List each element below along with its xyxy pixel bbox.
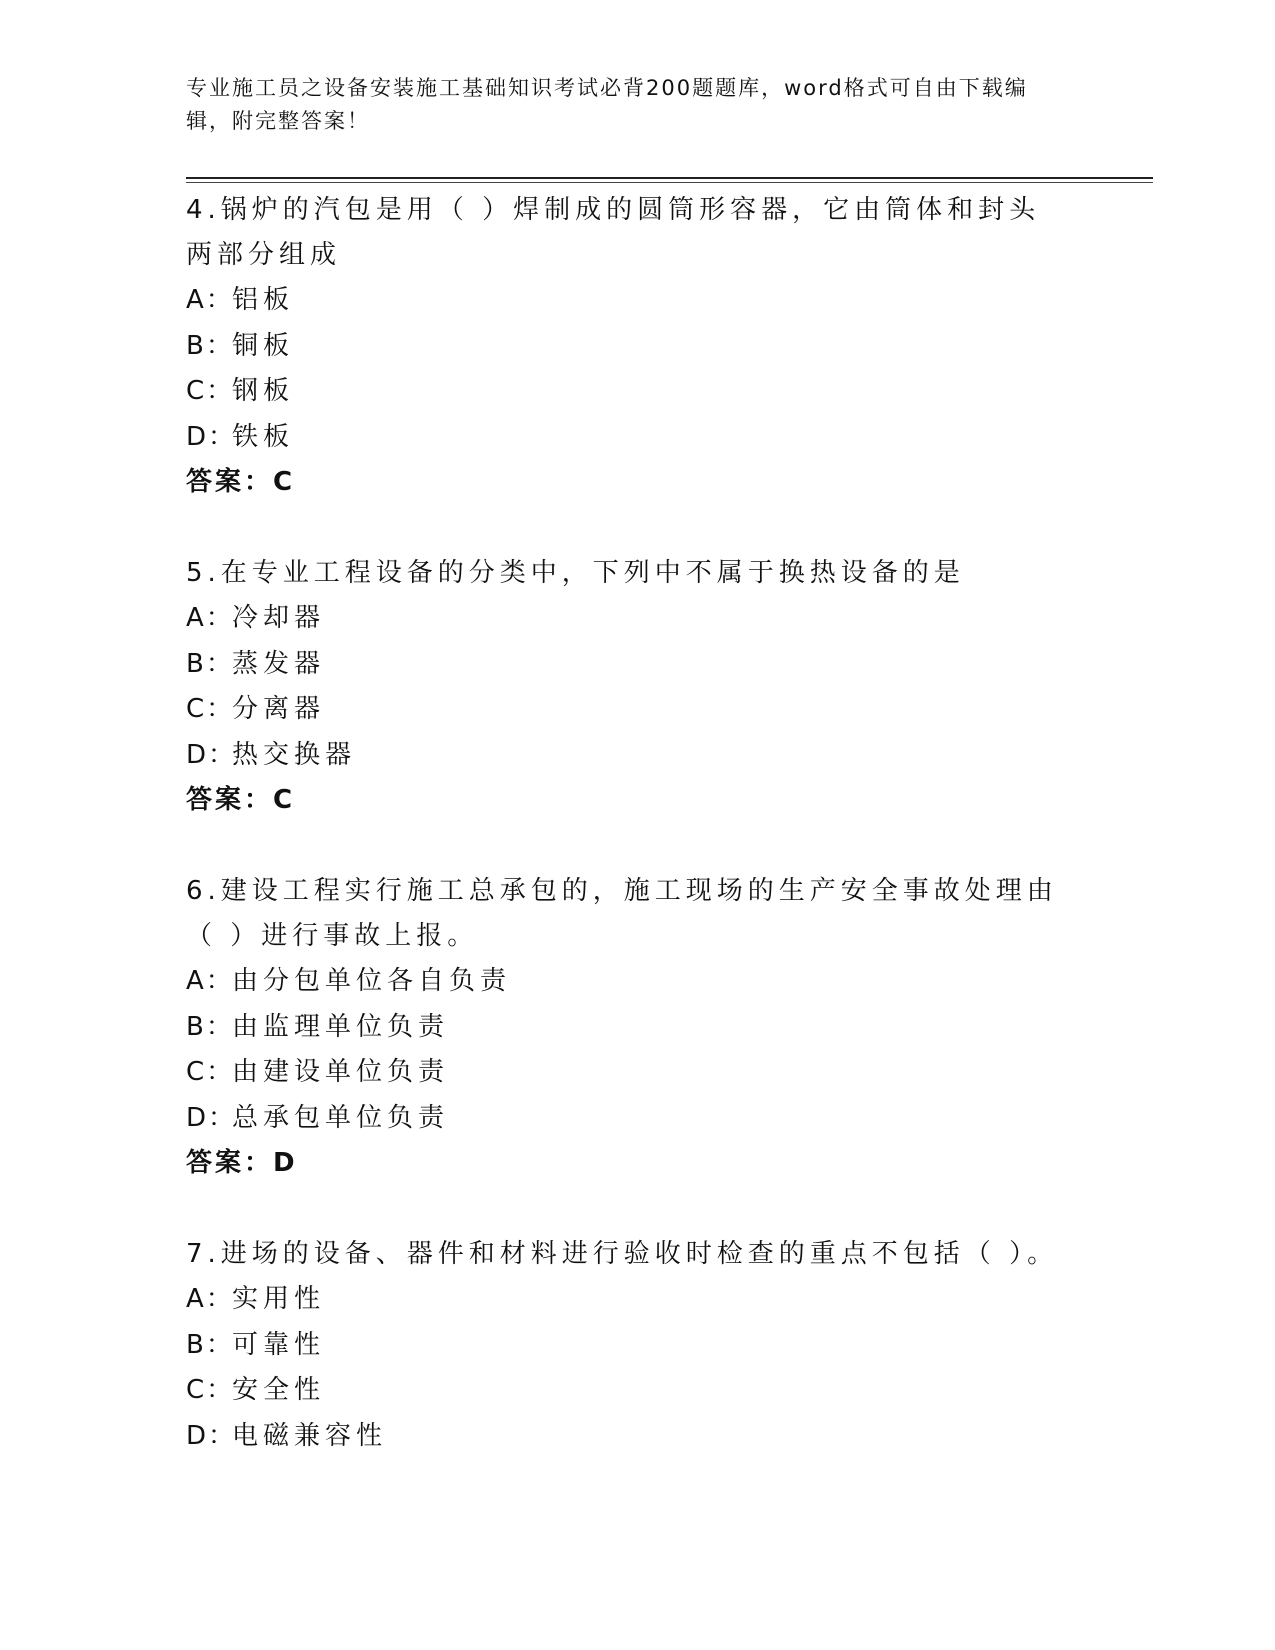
option-letter: B：: [186, 330, 234, 361]
answer-line: 答案：C: [186, 785, 296, 815]
option-letter: B：: [186, 1011, 234, 1042]
header-divider-thick: [186, 177, 1153, 179]
option-text: 蒸发器: [232, 648, 326, 679]
header-divider-thin: [186, 182, 1153, 183]
option-text: 总承包单位负责: [232, 1102, 450, 1133]
option-letter: D：: [186, 1102, 237, 1133]
question-6: [186, 869, 1086, 1186]
question-4: [186, 188, 1086, 505]
option-letter: C：: [186, 376, 235, 406]
option-letter: D：: [186, 1420, 237, 1451]
option-b: [186, 324, 1086, 370]
option-b: [186, 1005, 1086, 1051]
question-stem: 7.进场的设备、器件和材料进行验收时检查的重点不包括（ ）。: [186, 1239, 1059, 1269]
option-text: 电磁兼容性: [232, 1420, 388, 1451]
answer-line: 答案：C: [186, 467, 296, 497]
option-text: 铜板: [232, 330, 295, 361]
option-letter: A：: [186, 1284, 234, 1314]
option-text: 由分包单位各自负责: [232, 966, 512, 996]
option-letter: C：: [186, 1057, 235, 1087]
option-c: [186, 369, 1086, 415]
option-letter: C：: [186, 694, 235, 724]
option-letter: B：: [186, 1329, 234, 1360]
option-text: 由建设单位负责: [232, 1057, 450, 1087]
option-letter: A：: [186, 603, 234, 633]
option-d: [186, 1096, 1086, 1142]
question-stem: 4.锅炉的汽包是用（ ）焊制成的圆筒形容器，它由筒体和封头两部分组成: [186, 195, 1041, 270]
option-letter: B：: [186, 648, 234, 679]
option-c: [186, 1368, 1086, 1414]
option-d: [186, 415, 1086, 461]
question-stem: 6.建设工程实行施工总承包的，施工现场的生产安全事故处理由（ ）进行事故上报。: [186, 876, 1058, 951]
option-c: [186, 687, 1086, 733]
option-text: 安全性: [232, 1375, 326, 1405]
option-letter: D：: [186, 421, 237, 452]
option-c: [186, 1050, 1086, 1096]
option-letter: A：: [186, 285, 234, 315]
answer-line: 答案：D: [186, 1148, 298, 1178]
option-text: 铁板: [232, 421, 295, 452]
question-7: [186, 1232, 1086, 1459]
option-d: [186, 1414, 1086, 1460]
option-letter: D：: [186, 739, 237, 770]
option-a: [186, 1277, 1086, 1323]
option-text: 由监理单位负责: [232, 1011, 450, 1042]
option-text: 热交换器: [232, 739, 357, 770]
question-5: [186, 551, 1086, 823]
option-text: 铝板: [232, 285, 295, 315]
option-b: [186, 1323, 1086, 1369]
option-text: 分离器: [232, 694, 326, 724]
option-text: 冷却器: [232, 603, 326, 633]
option-text: 实用性: [232, 1284, 326, 1314]
option-letter: A：: [186, 966, 234, 996]
document-header: 专业施工员之设备安装施工基础知识考试必背200题题库，word格式可自由下载编辑，附完整答案！: [186, 76, 1028, 133]
option-a: [186, 959, 1086, 1005]
option-text: 钢板: [232, 376, 295, 406]
option-letter: C：: [186, 1375, 235, 1405]
question-stem: 5.在专业工程设备的分类中，下列中不属于换热设备的是: [186, 558, 965, 588]
option-b: [186, 642, 1086, 688]
option-a: [186, 278, 1086, 324]
option-a: [186, 596, 1086, 642]
option-text: 可靠性: [232, 1329, 326, 1360]
option-d: [186, 733, 1086, 779]
question-list: [186, 188, 1086, 1505]
